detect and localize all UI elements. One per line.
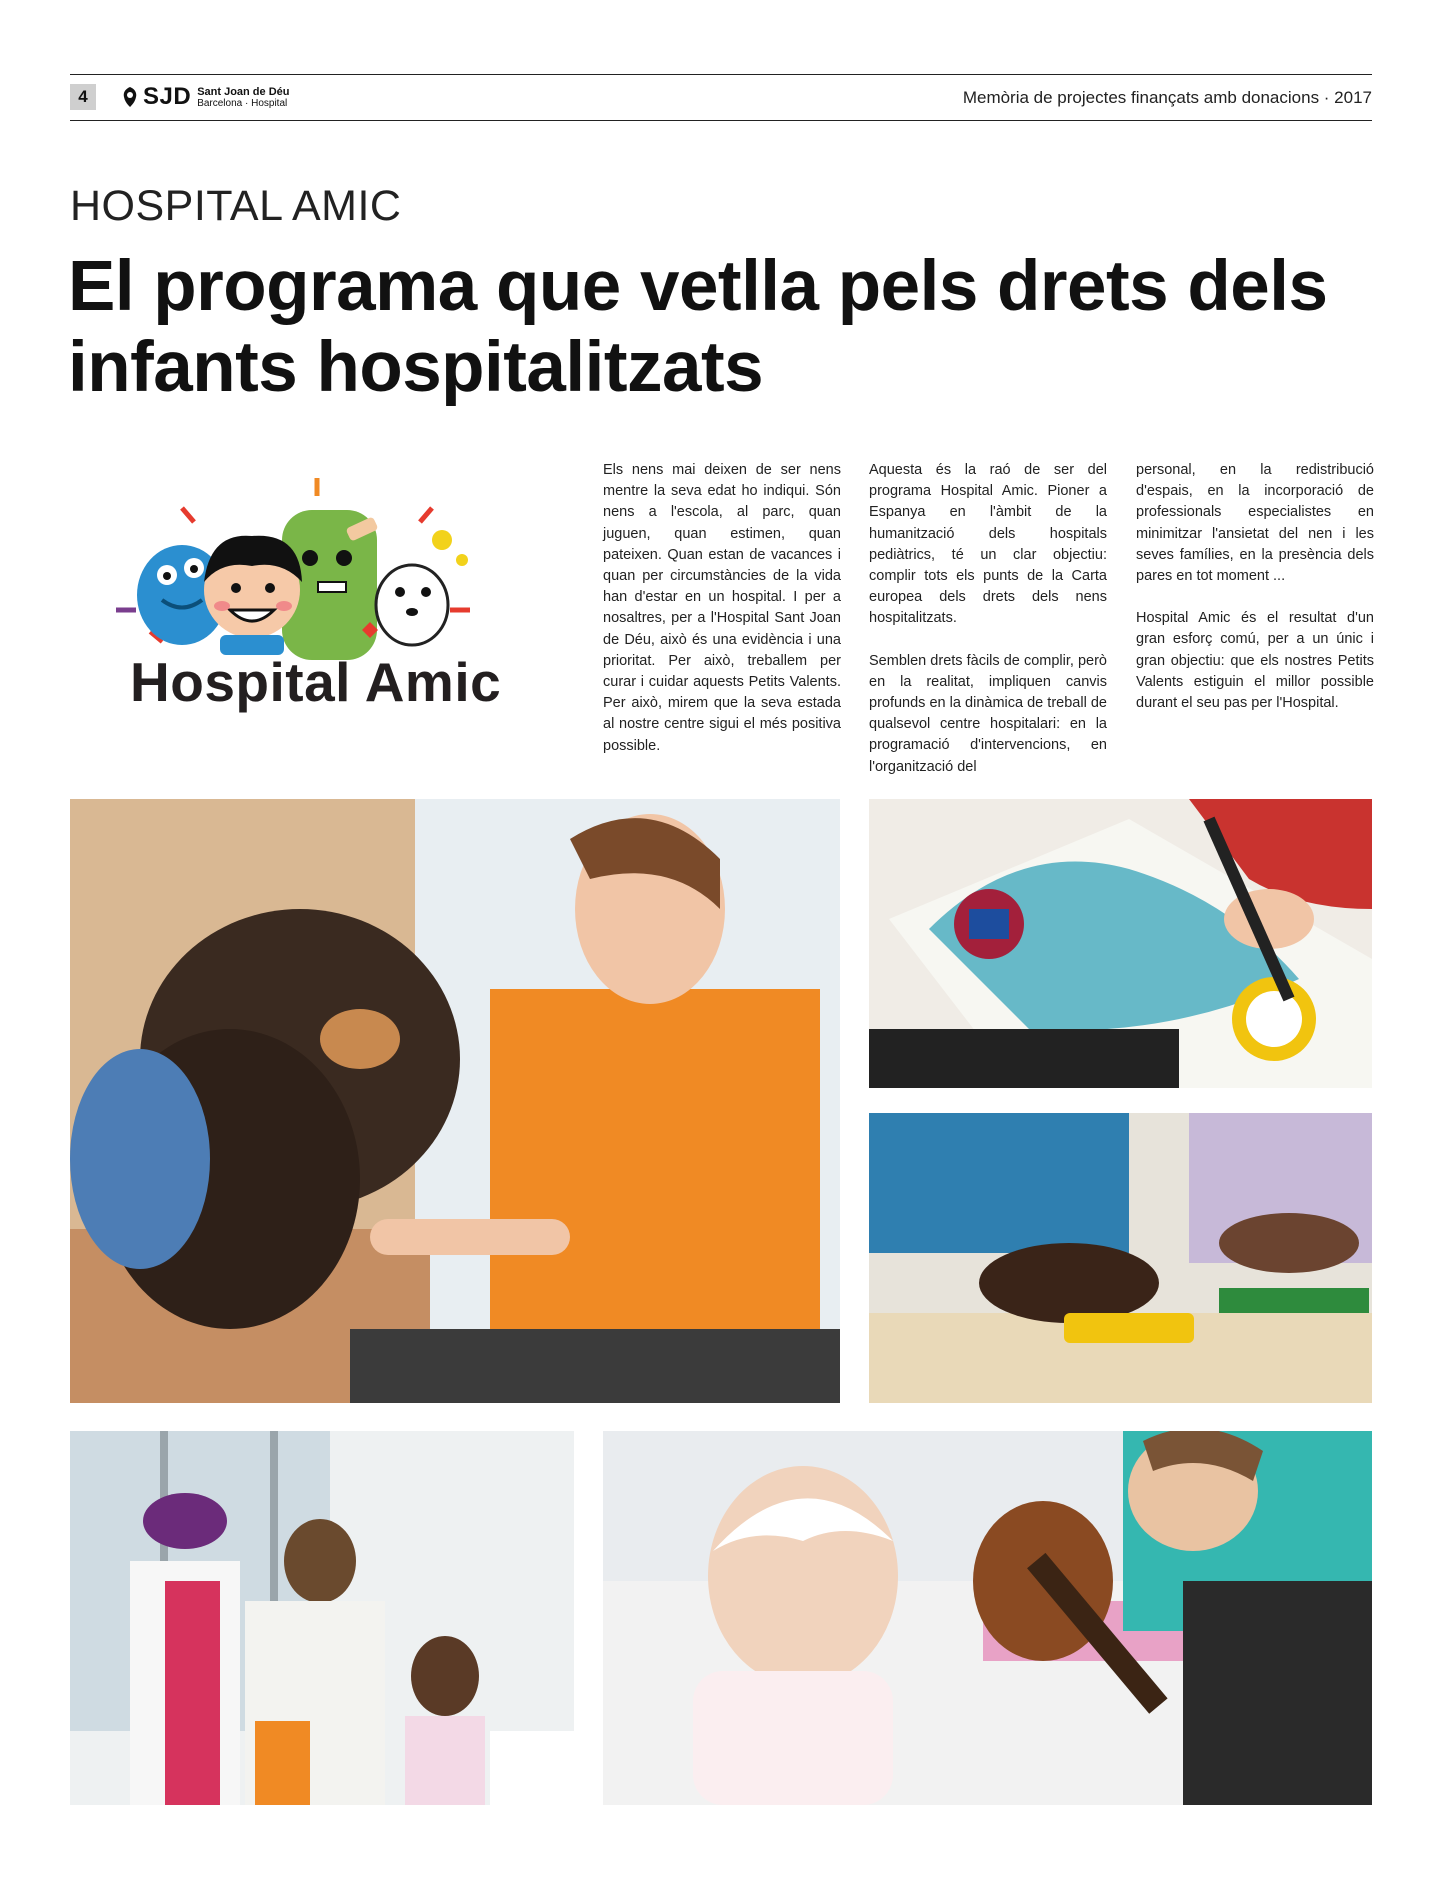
sjd-logo [120, 80, 289, 114]
hospital-amic-wordmark: Hospital Amic [130, 651, 502, 713]
photo-hands-playing-blocks [869, 1113, 1372, 1403]
logo-acronym: SJD [143, 83, 192, 110]
text-column-1 [603, 460, 841, 778]
header-bottom-rule [70, 120, 1372, 121]
sjd-emblem-icon [120, 86, 140, 108]
paragraph: Els nens mai deixen de ser nens mentre la seva edat ho indiqui. Són nens a l'escola, al parc, quan juguen, quan estimen, quan pateixen. Quan estan de vacances i quan per circumstàncies de la vida han d'estar en un hospital. I per a nosaltres, per a l'Hospital Sant Joan de Déu, això és una evidència i una prioritat. Per això, treballem per curar i cuidar aquests Petits Valents. Per això, mirem que la seva estada al nostre centre sigui el més positiva possible. [603, 462, 841, 754]
running-title: Memòria de projectes finançats amb donacions · 2017 [962, 88, 1372, 107]
paragraph: Semblen drets fàcils de complir, però en la realitat, impliquen canvis profunds en la dinàmica de treball de qualsevol centre hospitalari: en la programació d'intervencions, en l'organització del [869, 652, 1107, 775]
photo-clowns-with-girl [70, 1431, 574, 1805]
paragraph: personal, en la redistribució d'espais, en la incorporació de professionals especialistes en minimitzar l'ansietat del nen i les seves famílies, en la presència dels pares en tot moment ... [1136, 462, 1374, 585]
paragraph: Aquesta és la raó de ser del programa Hospital Amic. Pioner a Espanya en l'àmbit de la humanització dels hospitals pediàtrics, té un clar objectiu: complir tots els punts de la Carta europea dels drets dels nens hospitalitzats. [869, 462, 1107, 627]
page-number: 4 [70, 84, 96, 110]
section-kicker: HOSPITAL AMIC [70, 182, 402, 230]
header-top-rule [70, 74, 1372, 75]
text-column-3 [1136, 460, 1374, 735]
logo-line-1: Sant Joan de Déu [197, 85, 290, 98]
logo-line-2: Barcelona · Hospital [197, 97, 288, 109]
paragraph: Hospital Amic és el resultat d'un gran esforç comú, per a un únic i gran objectiu: que els nostres Petits Valents estiguin el millor possible durant el seu pas per l'Hospital. [1136, 610, 1374, 712]
photo-painting-crests [869, 799, 1372, 1088]
photo-boy-with-therapy-dog [70, 799, 840, 1403]
headline: El programa que vetlla pels drets dels infants hospitalitzats [68, 247, 1328, 407]
photo-guitarist-with-baby [603, 1431, 1372, 1805]
text-column-2 [869, 460, 1107, 799]
